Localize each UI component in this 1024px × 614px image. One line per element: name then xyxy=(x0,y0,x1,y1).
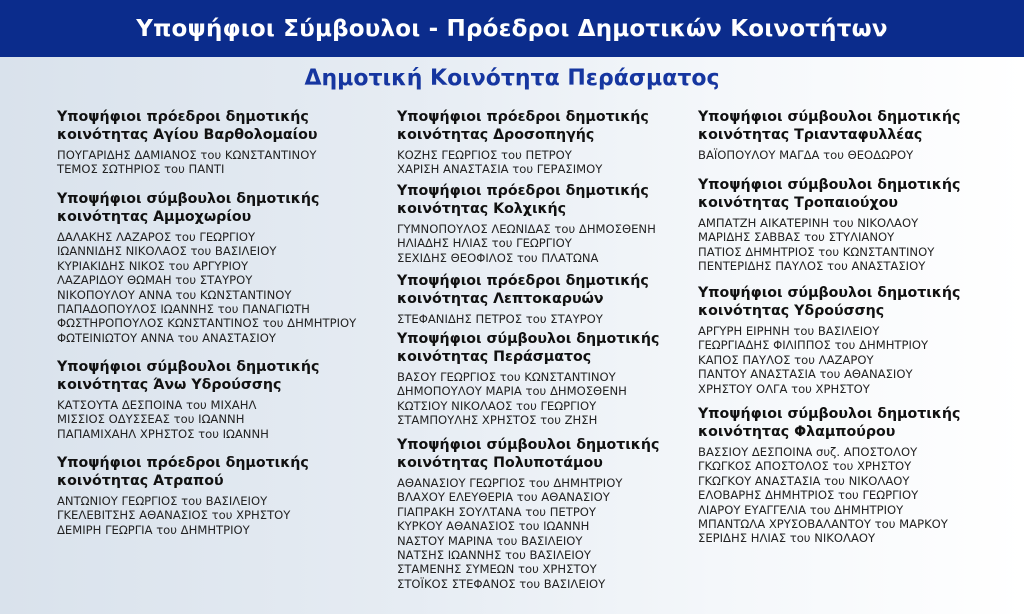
candidate-section xyxy=(397,436,717,591)
candidate-name: ΤΕΜΟΣ ΣΩΤΗΡΙΟΣ του ΠΑΝΤΙ xyxy=(57,162,225,177)
section-heading-line: Υποψήφιοι πρόεδροι δημοτικής xyxy=(57,109,309,125)
section-heading-line: κοινότητας Κολχικής xyxy=(397,201,567,217)
candidate-name: ΑΝΤΩΝΙΟΥ ΓΕΩΡΓΙΟΣ του ΒΑΣΙΛΕΙΟΥ xyxy=(57,494,268,508)
section-heading-line: κοινότητας Αγίου Βαρθολομαίου xyxy=(57,127,318,143)
section-heading-line: κοινότητας Τριανταφυλλέας xyxy=(698,127,923,143)
candidate-name: ΛΑΖΑΡΙΔΟΥ ΘΩΜΑΗ του ΣΤΑΥΡΟΥ xyxy=(57,273,253,288)
header-bar xyxy=(0,0,1024,57)
section-heading-line: Υποψήφιοι σύμβουλοι δημοτικής xyxy=(57,359,320,375)
section-heading xyxy=(397,272,717,308)
candidate-section xyxy=(698,405,1018,546)
candidate-list xyxy=(698,445,1018,546)
section-heading xyxy=(57,454,377,490)
candidate-list xyxy=(397,312,717,326)
candidate-name: ΚΥΡΚΟΥ ΑΘΑΝΑΣΙΟΣ του ΙΩΑΝΝΗ xyxy=(397,519,590,534)
section-heading-line: Υποψήφιοι σύμβουλοι δημοτικής xyxy=(57,191,320,207)
candidate-name: ΚΑΤΣΟΥΤΑ ΔΕΣΠΟΙΝΑ του ΜΙΧΑΗΛ xyxy=(57,398,257,412)
section-heading xyxy=(57,108,377,144)
candidate-name: ΠΑΠΑΔΟΠΟΥΛΟΣ ΙΩΑΝΝΗΣ του ΠΑΝΑΓΙΩΤΗ xyxy=(57,302,310,317)
candidate-name: ΑΡΓΥΡΗ ΕΙΡΗΝΗ του ΒΑΣΙΛΕΙΟΥ xyxy=(698,324,880,338)
candidate-section xyxy=(698,176,1018,274)
candidate-name: ΠΑΝΤΟΥ ΑΝΑΣΤΑΣΙΑ του ΑΘΑΝΑΣΙΟΥ xyxy=(698,367,913,382)
section-heading-line: κοινότητας Τροπαιούχου xyxy=(698,195,898,211)
section-heading-line: κοινότητας Λεπτοκαρυών xyxy=(397,291,604,307)
candidate-name: ΣΕΧΙΔΗΣ ΘΕΟΦΙΛΟΣ του ΠΛΑΤΩΝΑ xyxy=(397,250,599,265)
candidate-list xyxy=(57,148,377,177)
candidate-list xyxy=(397,476,717,591)
candidate-name: ΠΟΥΓΑΡΙΔΗΣ ΔΑΜΙΑΝΟΣ του ΚΩΝΣΤΑΝΤΙΝΟΥ xyxy=(57,148,317,162)
section-heading-line: κοινότητας Φλαμπούρου xyxy=(698,424,896,440)
candidate-list xyxy=(57,494,377,537)
section-heading-line: Υποψήφιοι σύμβουλοι δημοτικής xyxy=(397,437,660,453)
section-heading-line: κοινότητας Υδρούσσης xyxy=(698,303,885,319)
candidate-name: ΓΥΜΝΟΠΟΥΛΟΣ ΛΕΩΝΙΔΑΣ του ΔΗΜΟΣΘΕΝΗ xyxy=(397,222,656,236)
section-heading xyxy=(397,436,717,472)
candidate-name: ΓΚΩΓΚΟΥ ΑΝΑΣΤΑΣΙΑ του ΝΙΚΟΛΑΟΥ xyxy=(698,473,910,488)
section-heading-line: κοινότητας Δροσοπηγής xyxy=(397,127,595,143)
candidate-name: ΜΙΣΣΙΟΣ ΟΔΥΣΣΕΑΣ του ΙΩΑΝΝΗ xyxy=(57,412,245,427)
candidate-section xyxy=(57,358,377,441)
candidate-list xyxy=(397,222,717,265)
candidate-name: ΔΑΛΑΚΗΣ ΛΑΖΑΡΟΣ του ΓΕΩΡΓΙΟΥ xyxy=(57,230,256,244)
candidate-name: ΕΛΟΒΑΡΗΣ ΔΗΜΗΤΡΙΟΣ του ΓΕΩΡΓΙΟΥ xyxy=(698,488,919,503)
candidate-section xyxy=(57,454,377,537)
community-subtitle: Δημοτική Κοινότητα Περάσματος xyxy=(304,66,720,91)
candidate-name: ΔΗΜΟΠΟΥΛΟΥ ΜΑΡΙΑ του ΔΗΜΟΣΘΕΝΗ xyxy=(397,384,627,399)
candidate-name: ΔΕΜΙΡΗ ΓΕΩΡΓΙΑ του ΔΗΜΗΤΡΙΟΥ xyxy=(57,522,250,537)
candidate-name: ΚΟΖΗΣ ΓΕΩΡΓΙΟΣ του ΠΕΤΡΟΥ xyxy=(397,148,572,162)
section-heading-line: κοινότητας Αμμοχωρίου xyxy=(57,209,252,225)
section-heading xyxy=(57,190,377,226)
section-heading xyxy=(397,330,717,366)
candidate-list xyxy=(57,398,377,441)
section-heading-line: Υποψήφιοι πρόεδροι δημοτικής xyxy=(397,109,649,125)
candidate-list xyxy=(397,370,717,428)
candidate-name: ΦΩΤΕΙΝΙΩΤΟΥ ΑΝΝΑ του ΑΝΑΣΤΑΣΙΟΥ xyxy=(57,330,276,345)
section-heading-line: Υποψήφιοι σύμβουλοι δημοτικής xyxy=(698,109,961,125)
section-heading xyxy=(57,358,377,394)
candidate-name: ΓΕΩΡΓΙΑΔΗΣ ΦΙΛΙΠΠΟΣ του ΔΗΜΗΤΡΙΟΥ xyxy=(698,338,929,353)
candidate-name: ΣΕΡΙΔΗΣ ΗΛΙΑΣ του ΝΙΚΟΛΑΟΥ xyxy=(698,531,876,546)
candidate-name: ΚΥΡΙΑΚΙΔΗΣ ΝΙΚΟΣ του ΑΡΓΥΡΙΟΥ xyxy=(57,258,249,273)
section-heading-line: Υποψήφιοι σύμβουλοι δημοτικής xyxy=(698,285,961,301)
candidate-list xyxy=(698,324,1018,396)
section-heading-line: Υποψήφιοι σύμβουλοι δημοτικής xyxy=(698,177,961,193)
candidate-name: ΜΠΑΝΤΩΛΑ ΧΡΥΣΟΒΑΛΑΝΤΟΥ του ΜΑΡΚΟΥ xyxy=(698,517,948,532)
candidate-name: ΒΑΣΣΙΟΥ ΔΕΣΠΟΙΝΑ συζ. ΑΠΟΣΤΟΛΟΥ xyxy=(698,445,918,459)
candidate-section xyxy=(57,108,377,177)
candidate-name: ΑΜΠΑΤΖΗ ΑΙΚΑΤΕΡΙΝΗ του ΝΙΚΟΛΑΟΥ xyxy=(698,216,919,230)
candidate-name: ΓΙΑΠΡΑΚΗ ΣΟΥΛΤΑΝΑ του ΠΕΤΡΟΥ xyxy=(397,504,597,519)
section-heading xyxy=(698,176,1018,212)
candidate-section xyxy=(397,330,717,428)
candidate-list xyxy=(698,148,1018,162)
candidate-name: ΣΤΑΜΠΟΥΛΗΣ ΧΡΗΣΤΟΣ του ΖΗΣΗ xyxy=(397,413,598,428)
section-heading-line: Υποψήφιοι πρόεδροι δημοτικής xyxy=(397,273,649,289)
section-heading xyxy=(698,108,1018,144)
candidate-section xyxy=(698,284,1018,396)
candidate-name: ΗΛΙΑΔΗΣ ΗΛΙΑΣ του ΓΕΩΡΓΙΟΥ xyxy=(397,236,572,251)
section-heading-line: Υποψήφιοι σύμβουλοι δημοτικής xyxy=(397,331,660,347)
section-heading xyxy=(397,108,717,144)
candidate-name: ΒΑΣΟΥ ΓΕΩΡΓΙΟΣ του ΚΩΝΣΤΑΝΤΙΝΟΥ xyxy=(397,370,616,384)
section-heading xyxy=(397,182,717,218)
candidate-name: ΒΛΑΧΟΥ ΕΛΕΥΘΕΡΙΑ του ΑΘΑΝΑΣΙΟΥ xyxy=(397,490,610,505)
section-heading-line: κοινότητας Περάσματος xyxy=(397,349,592,365)
candidate-name: ΜΑΡΙΔΗΣ ΣΑΒΒΑΣ του ΣΤΥΛΙΑΝΟΥ xyxy=(698,230,895,245)
candidate-section xyxy=(698,108,1018,162)
section-heading-line: Υποψήφιοι πρόεδροι δημοτικής xyxy=(397,183,649,199)
candidate-list xyxy=(698,216,1018,274)
candidate-name: ΠΑΠΑΜΙΧΑΗΛ ΧΡΗΣΤΟΣ του ΙΩΑΝΝΗ xyxy=(57,426,269,441)
candidate-name: ΛΙΑΡΟΥ ΕΥΑΓΓΕΛΙΑ του ΔΗΜΗΤΡΙΟΥ xyxy=(698,502,904,517)
candidate-name: ΠΕΝΤΕΡΙΔΗΣ ΠΑΥΛΟΣ του ΑΝΑΣΤΑΣΙΟΥ xyxy=(698,259,926,274)
section-heading-line: κοινότητας Άνω Υδρούσσης xyxy=(57,377,282,393)
candidate-section xyxy=(397,108,717,177)
section-heading xyxy=(698,284,1018,320)
section-heading-line: Υποψήφιοι σύμβουλοι δημοτικής xyxy=(698,406,961,422)
candidate-section xyxy=(397,182,717,265)
candidate-section xyxy=(57,190,377,345)
page-title: Υποψήφιοι Σύμβουλοι - Πρόεδροι Δημοτικών Κοινοτήτων xyxy=(136,15,888,42)
candidate-section xyxy=(397,272,717,326)
section-heading xyxy=(698,405,1018,441)
candidate-name: ΣΤΕΦΑΝΙΔΗΣ ΠΕΤΡΟΣ του ΣΤΑΥΡΟΥ xyxy=(397,312,603,326)
candidate-name: ΠΑΤΙΟΣ ΔΗΜΗΤΡΙΟΣ του ΚΩΝΣΤΑΝΤΙΝΟΥ xyxy=(698,244,935,259)
candidate-name: ΓΚΕΛΕΒΙΤΣΗΣ ΑΘΑΝΑΣΙΟΣ του ΧΡΗΣΤΟΥ xyxy=(57,508,291,523)
candidate-name: ΣΤΟΪΚΟΣ ΣΤΕΦΑΝΟΣ του ΒΑΣΙΛΕΙΟΥ xyxy=(397,576,606,591)
candidate-name: ΧΑΡΙΣΗ ΑΝΑΣΤΑΣΙΑ του ΓΕΡΑΣΙΜΟΥ xyxy=(397,162,603,177)
candidate-name: ΝΑΣΤΟΥ ΜΑΡΙΝΑ του ΒΑΣΙΛΕΙΟΥ xyxy=(397,533,583,548)
candidate-name: ΦΩΣΤΗΡΟΠΟΥΛΟΣ ΚΩΝΣΤΑΝΤΙΝΟΣ του ΔΗΜΗΤΡΙΟΥ xyxy=(57,316,357,331)
candidate-list xyxy=(397,148,717,177)
section-heading-line: κοινότητας Ατραπού xyxy=(57,473,224,489)
candidate-name: ΓΚΩΓΚΟΣ ΑΠΟΣΤΟΛΟΣ του ΧΡΗΣΤΟΥ xyxy=(698,459,912,474)
candidate-name: ΚΑΠΟΣ ΠΑΥΛΟΣ του ΛΑΖΑΡΟΥ xyxy=(698,352,874,367)
candidate-name: ΝΙΚΟΠΟΥΛΟΥ ΑΝΝΑ του ΚΩΝΣΤΑΝΤΙΝΟΥ xyxy=(57,287,292,302)
candidate-name: ΧΡΗΣΤΟΥ ΟΛΓΑ του ΧΡΗΣΤΟΥ xyxy=(698,381,870,396)
candidate-list xyxy=(57,230,377,345)
candidate-name: ΒΑΪΟΠΟΥΛΟΥ ΜΑΓΔΑ του ΘΕΟΔΩΡΟΥ xyxy=(698,148,914,162)
candidate-name: ΣΤΑΜΕΝΗΣ ΣΥΜΕΩΝ του ΧΡΗΣΤΟΥ xyxy=(397,562,597,577)
candidate-name: ΙΩΑΝΝΙΔΗΣ ΝΙΚΟΛΑΟΣ του ΒΑΣΙΛΕΙΟΥ xyxy=(57,244,277,259)
section-heading-line: Υποψήφιοι πρόεδροι δημοτικής xyxy=(57,455,309,471)
section-heading-line: κοινότητας Πολυποτάμου xyxy=(397,455,603,471)
candidate-name: ΝΑΤΣΗΣ ΙΩΑΝΝΗΣ του ΒΑΣΙΛΕΙΟΥ xyxy=(397,548,592,563)
candidate-name: ΚΩΤΣΙΟΥ ΝΙΚΟΛΑΟΣ του ΓΕΩΡΓΙΟΥ xyxy=(397,398,597,413)
candidate-name: ΑΘΑΝΑΣΙΟΥ ΓΕΩΡΓΙΟΣ του ΔΗΜΗΤΡΙΟΥ xyxy=(397,476,623,490)
